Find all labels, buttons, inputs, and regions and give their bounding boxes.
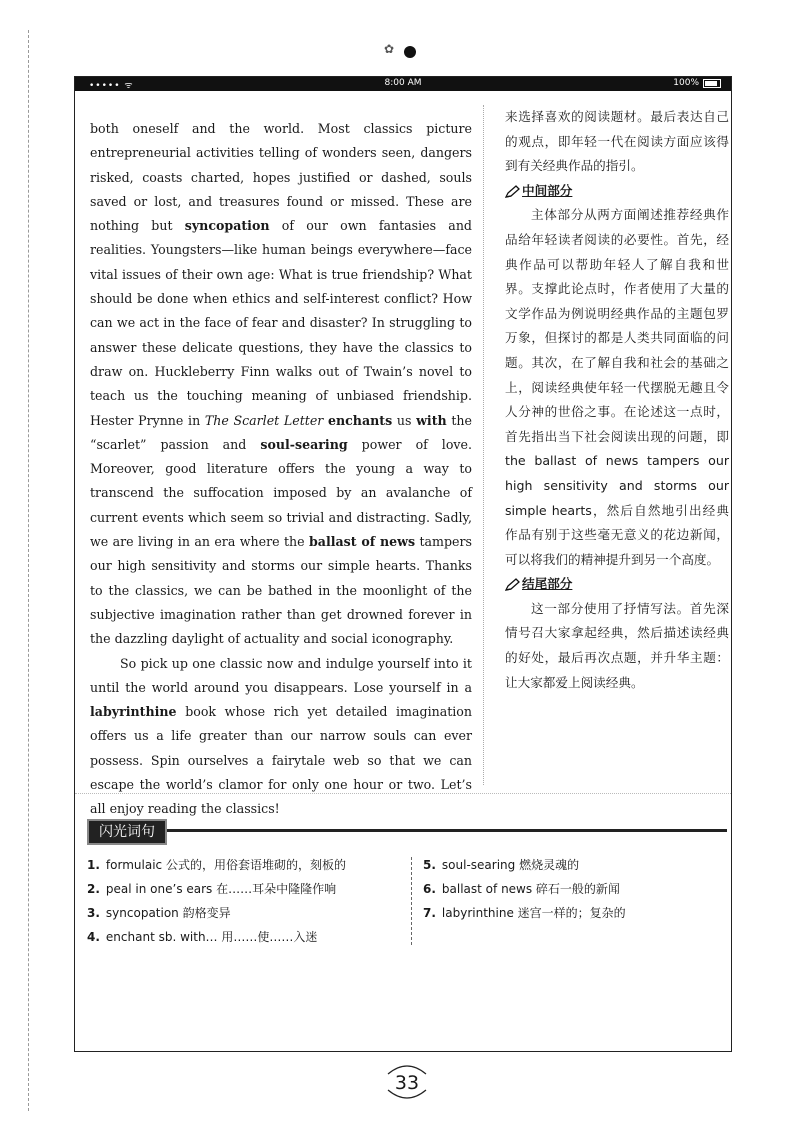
signal-indicator: ••••• ᯤ	[89, 81, 134, 91]
vocab-number: 4.	[87, 930, 100, 944]
vocab-number: 1.	[87, 858, 100, 872]
column-divider	[483, 105, 484, 785]
vocab-header	[87, 819, 727, 843]
vocab-number: 3.	[87, 906, 100, 920]
binding-margin-line	[28, 30, 29, 1111]
text-run: both oneself and the world. Most classics picture entrepreneurial activities telling of wonders seen, dangers risked, coasts charted, hopes justified or dashed, souls saved or lost, and treasures found or missed. These are nothing but	[90, 121, 472, 234]
vocab-item	[87, 877, 407, 901]
keyword-bold: enchants	[327, 412, 393, 428]
ending-heading-text: 结尾部分	[522, 576, 573, 592]
middle-section-heading	[505, 179, 729, 204]
article-paragraph-1	[90, 117, 472, 652]
vocab-list-left	[87, 853, 407, 949]
keyword-bold: ballast of news	[308, 534, 416, 550]
text-run: us	[392, 412, 417, 428]
vocab-text: syncopation 韵格变异	[105, 906, 231, 920]
vocab-number: 5.	[423, 858, 436, 872]
pencil-icon	[505, 185, 520, 198]
english-article	[90, 117, 472, 822]
page-frame	[74, 76, 732, 1052]
text-run: book whose rich yet detailed imagination offers us a life greater than our narrow souls can ever possess. Spin ourselves a fairytale web so that we can escape the world’s clamor for only one hour or two. Let’s all enjoy reading the classics!	[90, 704, 472, 817]
vocab-item	[87, 925, 407, 949]
header-dot	[404, 46, 416, 58]
analysis-intro-tail: 来选择喜欢的阅读题材。最后表达自己的观点，即年轻一代在阅读方面应该得到有关经典作品的指引。	[505, 109, 729, 174]
vocab-number: 2.	[87, 882, 100, 896]
vocab-text: ballast of news 碎石一般的新闻	[441, 882, 620, 896]
vocab-divider	[411, 857, 412, 945]
text-run: So pick up one classic now and indulge yourself into it until the world around you disappears. Lose yourself in a	[90, 655, 472, 695]
text-run: power of love. Moreover, good literature offers the young a way to transcend the suffocation imposed by an avalanche of current events which seem so trivial and distracting. Sadly, we are living in an era where the	[90, 436, 472, 550]
text-run: the “scarlet” passion and	[90, 412, 472, 452]
vocab-number: 7.	[423, 906, 436, 920]
vocab-item	[423, 901, 723, 925]
clock: 8:00 AM	[384, 78, 422, 88]
ending-section-heading	[505, 572, 729, 597]
text-run: of our own fantasies and realities. Youngsters—like human beings everywhere—face vital issues of their own age: What is true friendship? What should be done when ethics and self-interest conflict? How can we act in the face of fear and disaster? In struggling to answer these delicate questions, they have the classics to draw on. Huckleberry Finn walks out of Twain’s novel to teach us the touching meaning of unbiased friendship. Hester Prynne in	[90, 218, 472, 428]
keyword-bold: syncopation	[184, 218, 270, 234]
section-separator	[75, 793, 731, 794]
ending-section-text: 这一部分使用了抒情写法。首先深情号召大家拿起经典，然后描述读经典的好处，最后再次点题，并升华主题：让大家都爱上阅读经典。	[505, 600, 729, 690]
vocab-text: formulaic 公式的，用俗套语堆砌的，刻板的	[105, 858, 346, 872]
vocab-item	[87, 901, 407, 925]
vocab-text: enchant sb. with… 用……使……入迷	[105, 930, 318, 944]
battery-indicator	[673, 78, 721, 88]
keyword-bold: with	[416, 412, 447, 428]
vocab-text: peal in one’s ears 在……耳朵中隆隆作响	[105, 882, 337, 896]
text-run: tampers our high sensitivity and storms our simple hearts. Thanks to the classics, we can be bathed in the moonlight of the subjective imagination rather than get drowned forever in the dazzling daylight of actuality and social iconography.	[90, 534, 472, 647]
middle-heading-text: 中间部分	[522, 182, 573, 198]
keyword-bold: soul-searing	[260, 436, 348, 452]
vocab-text: labyrinthine 迷宫一样的；复杂的	[441, 906, 626, 920]
vocab-header-rule	[167, 829, 727, 832]
vocab-item	[423, 877, 723, 901]
page-number: 33	[394, 1072, 420, 1094]
battery-percent: 100%	[673, 78, 699, 88]
flower-ornament-icon: ✿	[384, 42, 395, 56]
vocab-list-right	[423, 853, 723, 925]
battery-icon	[703, 79, 721, 88]
vocab-title: 闪光词句	[87, 819, 167, 845]
keyword-bold: labyrinthine	[90, 704, 177, 720]
article-paragraph-2	[90, 652, 472, 822]
vocab-item	[423, 853, 723, 877]
title-italic: The Scarlet Letter	[204, 412, 324, 428]
middle-section-text: 主体部分从两方面阐述推荐经典作品给年轻读者阅读的必要性。首先，经典作品可以帮助年轻人了解自我和世界。支撑此论点时，作者使用了大量的文学作品为例说明经典作品的主题包罗万象，但探讨的都是人类共同面临的问题。其次，在了解自我和社会的基础之上，阅读经典使年轻一代摆脱无趣且令人分神的世俗之事。在论述这一点时，首先指出当下社会阅读出现的问题，即 the ballast of news tampers our high sensitivity and storms our simple hearts，然后自然地引出经典作品有别于这些毫无意义的花边新闻，可以将我们的精神提升到另一个高度。	[505, 207, 729, 567]
status-bar	[75, 77, 731, 91]
pencil-icon	[505, 578, 520, 591]
vocab-number: 6.	[423, 882, 436, 896]
vocab-item	[87, 853, 407, 877]
vocab-text: soul-searing 燃烧灵魂的	[441, 858, 580, 872]
analysis-column	[505, 105, 729, 695]
